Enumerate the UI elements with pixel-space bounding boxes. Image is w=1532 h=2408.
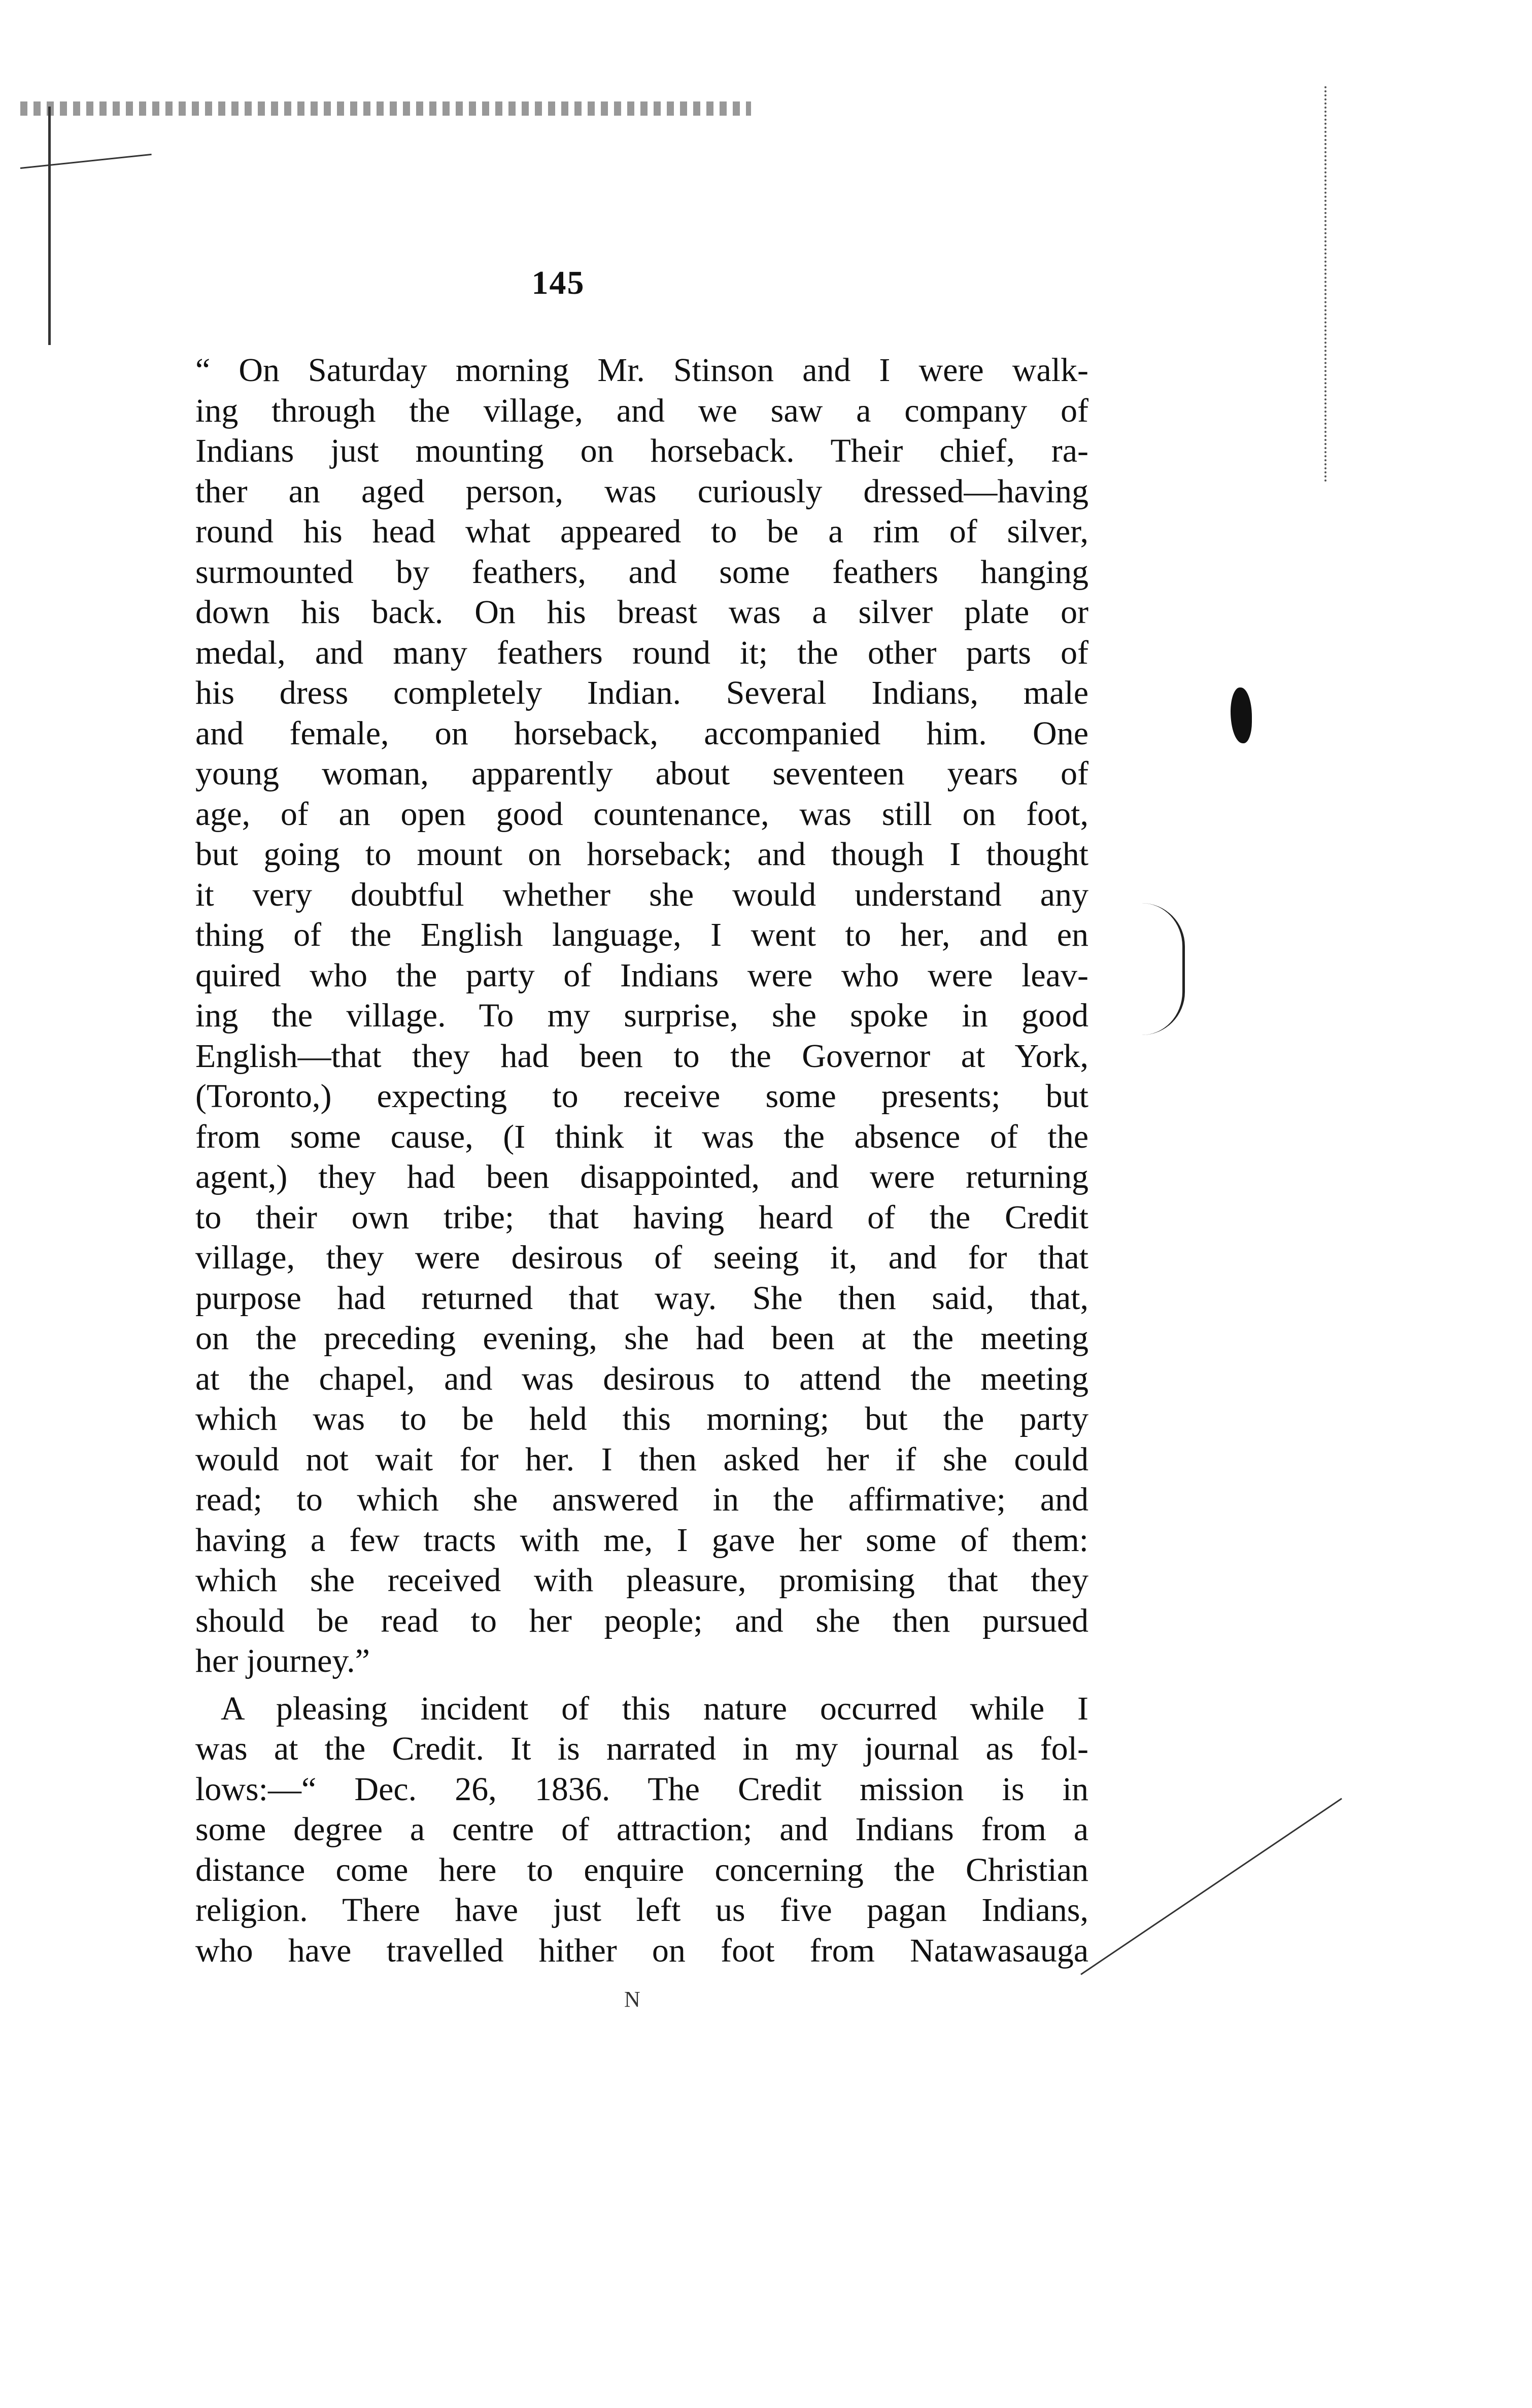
text-line: religion. There have just left us five pagan Indians, [195, 1891, 1088, 1929]
text-line: but going to mount on horseback; and though I thought [195, 836, 1088, 873]
text-line: (Toronto,) expecting to receive some presents; but [195, 1078, 1088, 1115]
text-line: to their own tribe; that having heard of the Credit [195, 1198, 1088, 1236]
text-line: which was to be held this morning; but the party [195, 1400, 1088, 1437]
text-line: down his back. On his breast was a silver plate or [195, 594, 1088, 631]
signature-mark: N [624, 1987, 640, 2012]
paragraph-1 [195, 350, 1088, 1681]
text-line: lows:—“ Dec. 26, 1836. The Credit mission is in [195, 1770, 1088, 1808]
text-line: distance come here to enquire concerning the Christian [195, 1851, 1088, 1888]
text-line: A pleasing incident of this nature occurred while I [221, 1690, 1088, 1727]
page-number: 145 [531, 264, 585, 301]
text-line: ing through the village, and we saw a company of [195, 392, 1088, 429]
text-line: should be read to her people; and she then pursued [195, 1602, 1088, 1639]
text-line: read; to which she answered in the affirmative; and [195, 1481, 1088, 1518]
pencil-stroke [1080, 1798, 1342, 1975]
text-line: English—that they had been to the Governor at York, [195, 1037, 1088, 1075]
text-line: and female, on horseback, accompanied him. One [195, 714, 1088, 752]
scan-margin-line [48, 107, 51, 345]
text-line: her journey.” [195, 1642, 370, 1679]
text-line: ther an aged person, was curiously dressed—having [195, 472, 1088, 510]
text-line: some degree a centre of attraction; and Indians from a [195, 1811, 1088, 1848]
text-line: which she received with pleasure, promising that they [195, 1562, 1088, 1599]
text-line: having a few tracts with me, I gave her some of them: [195, 1521, 1088, 1559]
text-line: young woman, apparently about seventeen years of [195, 755, 1088, 792]
text-line: who have travelled hither on foot from Natawasauga [195, 1932, 1088, 1969]
text-line: ing the village. To my surprise, she spoke in good [195, 997, 1088, 1034]
text-line: at the chapel, and was desirous to attend the meeting [195, 1360, 1088, 1397]
text-line: thing of the English language, I went to her, and en [195, 916, 1088, 953]
scan-margin-dots [1324, 86, 1330, 482]
text-line: medal, and many feathers round it; the other parts of [195, 634, 1088, 671]
margin-bracket-mark [1142, 903, 1185, 1035]
paragraph-2 [195, 1689, 1088, 1971]
text-line: was at the Credit. It is narrated in my journal as fol- [195, 1730, 1088, 1767]
text-line: on the preceding evening, she had been at the meeting [195, 1320, 1088, 1357]
text-line: age, of an open good countenance, was still on foot, [195, 795, 1088, 833]
text-line: it very doubtful whether she would understand any [195, 876, 1088, 913]
body-text [195, 350, 1088, 1971]
text-line: surmounted by feathers, and some feathers hanging [195, 553, 1088, 591]
text-line: round his head what appeared to be a rim of silver, [195, 513, 1088, 550]
text-line: Indians just mounting on horseback. Their chief, ra- [195, 432, 1088, 469]
scan-smudge [20, 101, 751, 116]
paragraph-gap [195, 1681, 1088, 1689]
text-line: his dress completely Indian. Several Indians, male [195, 674, 1088, 711]
ink-blot [1231, 687, 1252, 743]
text-line: village, they were desirous of seeing it, and for that [195, 1239, 1088, 1276]
pencil-stroke [20, 154, 152, 169]
text-line: from some cause, (I think it was the absence of the [195, 1118, 1088, 1155]
text-line: would not wait for her. I then asked her if she could [195, 1440, 1088, 1478]
text-line: quired who the party of Indians were who were leav- [195, 956, 1088, 994]
text-line: agent,) they had been disappointed, and were returning [195, 1158, 1088, 1195]
text-line: purpose had returned that way. She then said, that, [195, 1279, 1088, 1317]
text-line: “ On Saturday morning Mr. Stinson and I were walk- [195, 352, 1088, 389]
